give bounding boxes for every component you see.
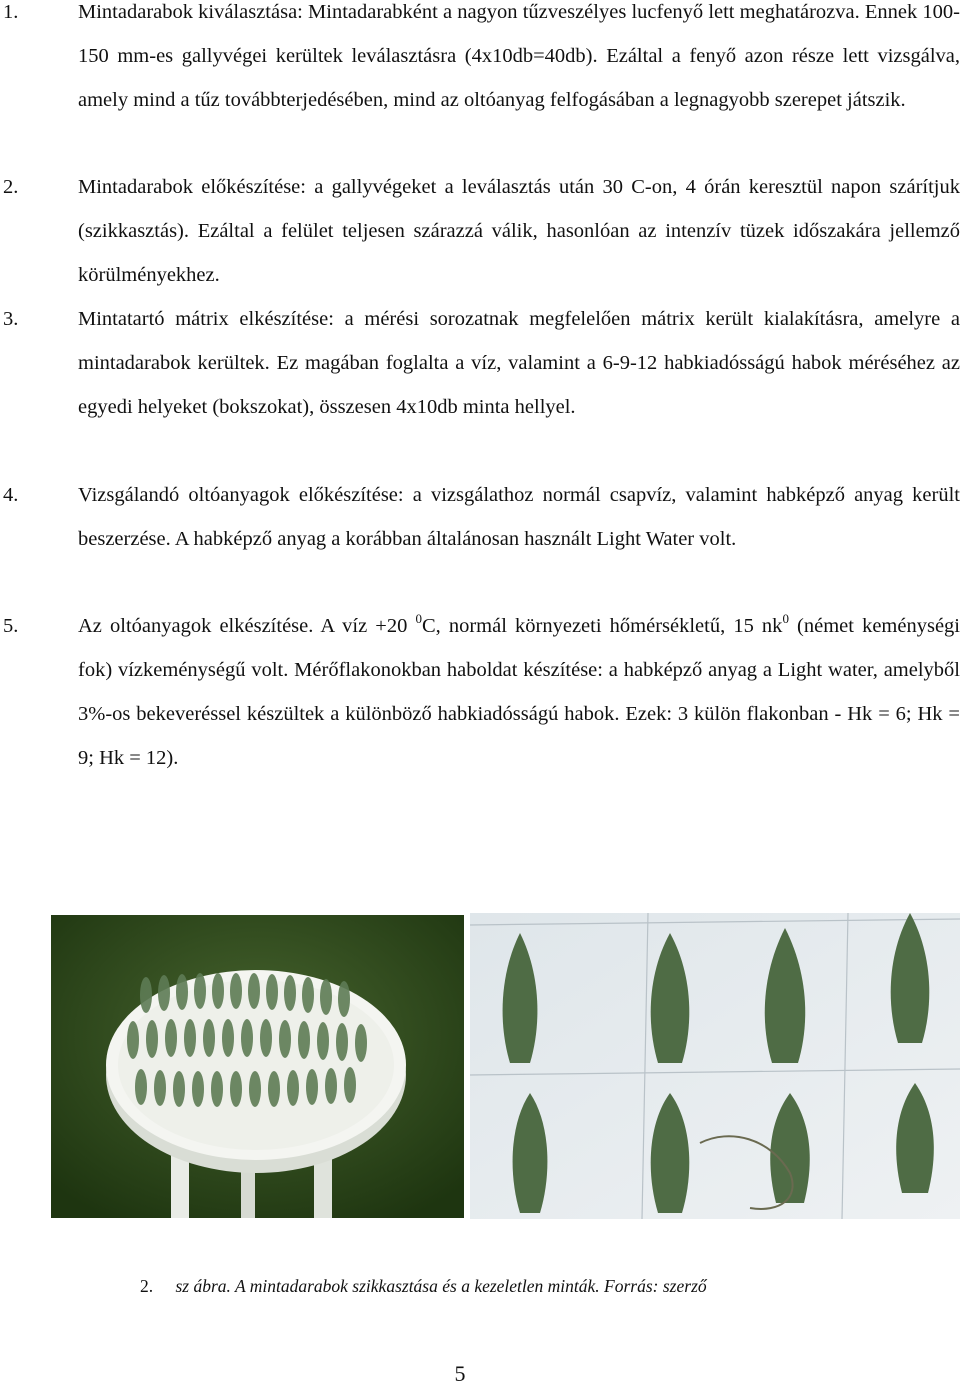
- list-item-1: [3, 0, 960, 122]
- photo-drying-on-table: [51, 915, 464, 1218]
- figure-caption-text: sz ábra. A mintadarabok szikkasztása és a kezeletlen minták. Forrás: szerző: [175, 1276, 707, 1296]
- list-text: Mintatartó mátrix elkészítése: a mérési sorozatnak megfelelően mátrix került kialakításra, amelyre a mintadarabok kerültek. Ez magában foglalta a víz, valamint a 6-9-12 habkiadósságú habok méréséhez az egyedi helyeket (bokszokat), összesen 4x10db minta hellyel.: [78, 308, 960, 418]
- list-number: 3.: [3, 308, 19, 330]
- photo-samples-illustration: [470, 913, 960, 1219]
- degree-superscript: 0: [415, 611, 422, 627]
- list-number: 1.: [3, 1, 19, 23]
- list-item-4: [3, 473, 960, 561]
- list-number: 4.: [3, 484, 19, 506]
- list-text-c: (német keménységi fok) vízkeménységű volt. Mérőflakonokban haboldat készítése: a habképző anyag a Light water, amelyből 3%-os bekeveréssel készültek a különböző habkiadósságú habok. Ezek: 3 külön flakonban - Hk = 6; Hk = 9; Hk = 12).: [78, 615, 960, 769]
- list-item-2: [3, 165, 960, 297]
- photo-drying-illustration: [51, 915, 464, 1218]
- list-text-a: Az oltóanyagok elkészítése. A víz +20: [78, 615, 416, 637]
- list-item-5: [3, 604, 960, 780]
- photo-untreated-samples: [470, 913, 960, 1219]
- hardness-superscript: 0: [782, 611, 789, 627]
- list-text-b: C, normál környezeti hőmérsékletű, 15 nk: [421, 615, 783, 637]
- list-text: Mintadarabok kiválasztása: Mintadarabként a nagyon tűzveszélyes lucfenyő lett meghatározva. Ennek 100-150 mm-es gallyvégei kerültek leválasztásra (4x10db=40db). Ezáltal a fenyő azon része lett vizsgálva, amely mind a tűz továbbterjedésében, mind az oltóanyag felfogásában a legnagyobb szerepet játszik.: [78, 1, 960, 111]
- list-text: Mintadarabok előkészítése: a gallyvégeket a leválasztás után 30 C-on, 4 órán keresztül napon szárítjuk (szikkasztás). Ezáltal a felület teljesen szárazzá válik, hasonlóan az intenzív tüzek időszakára jellemző körülményekhez.: [78, 176, 960, 286]
- figure-photos: [51, 913, 960, 1219]
- list-item-3: [3, 297, 960, 429]
- figure-caption: [140, 1276, 707, 1297]
- list-number: 2.: [3, 176, 19, 198]
- figure-number: 2.: [140, 1276, 154, 1296]
- list-number: 5.: [3, 615, 19, 637]
- page-number: 5: [454, 1361, 466, 1386]
- list-text: Vizsgálandó oltóanyagok előkészítése: a vizsgálathoz normál csapvíz, valamint habképző anyag került beszerzése. A habképző anyag a korábban általánosan használt Light Water volt.: [78, 484, 960, 550]
